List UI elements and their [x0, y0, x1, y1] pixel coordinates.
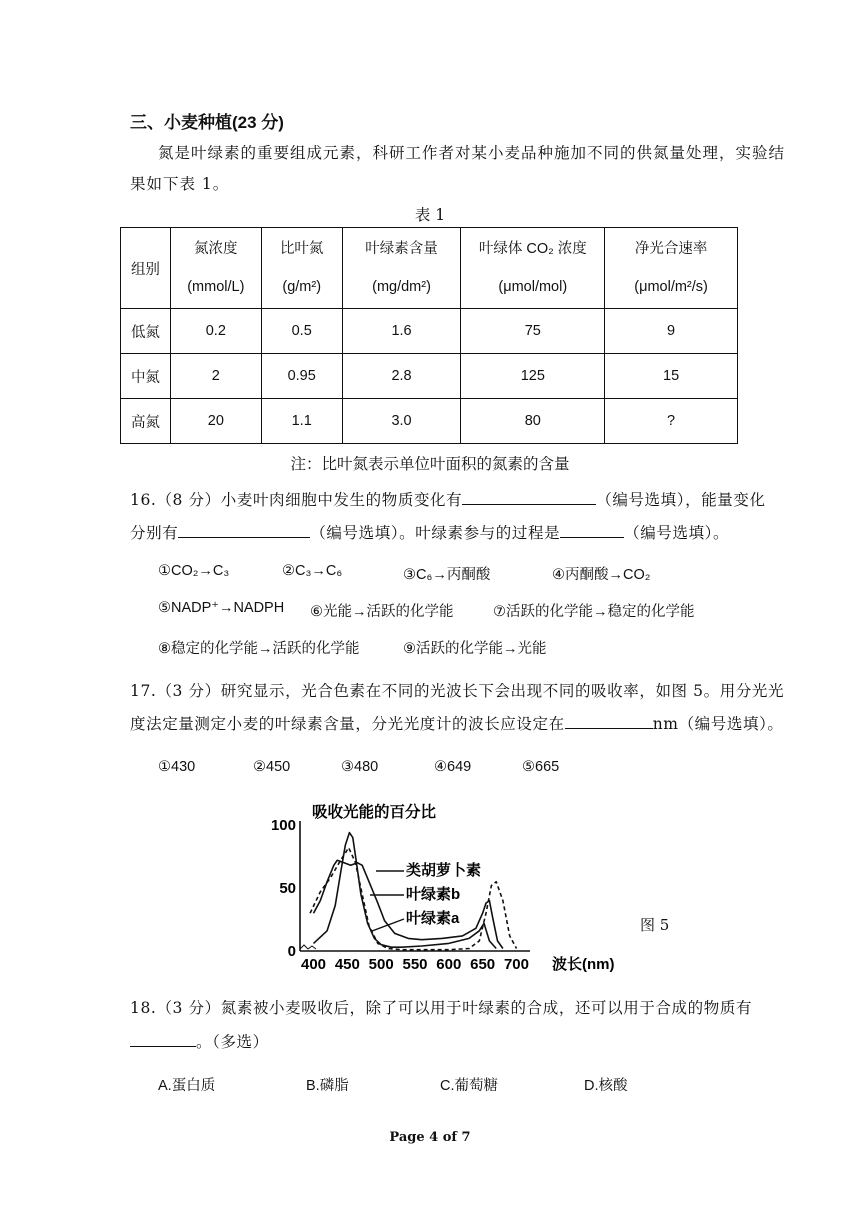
x-tick-label: 400	[301, 956, 327, 973]
q16-blank-1[interactable]	[462, 488, 596, 505]
q16-option: ⑥光能→活跃的化学能	[310, 604, 454, 620]
x-tick-label: 500	[368, 956, 394, 973]
table-row: 低氮 0.2 0.5 1.6 75 9	[121, 309, 738, 354]
q16-option: ⑨活跃的化学能→光能	[403, 641, 547, 657]
annotation-label: 类胡萝卜素	[406, 862, 482, 879]
x-tick-label: 600	[436, 956, 462, 973]
table-note: 注：比叶氮表示单位叶面积的氮素的含量	[290, 455, 570, 473]
q16-option: ③C₆→丙酮酸	[403, 567, 491, 583]
q16-option: ④丙酮酸→CO₂	[552, 567, 651, 583]
q18-line-2: 。（多选）	[130, 1030, 269, 1052]
table-row: 高氮 20 1.1 3.0 80 ?	[121, 399, 738, 444]
q16-option: ②C₃→C₆	[282, 563, 343, 579]
section-title: 三、小麦种植(23 分)	[130, 113, 284, 132]
y-tick-label: 100	[270, 817, 296, 834]
x-tick-label: 550	[402, 956, 428, 973]
q16-option: ⑧稳定的化学能→活跃的化学能	[158, 641, 360, 657]
table-header-row	[121, 228, 738, 309]
annotation-leader	[372, 919, 404, 931]
q17-option: ②450	[253, 759, 291, 775]
y-tick-label: 50	[279, 880, 296, 897]
axis-break	[300, 945, 316, 949]
header-group: 组别	[121, 228, 171, 309]
x-tick-label: 650	[470, 956, 496, 973]
table-caption: 表 1	[414, 206, 446, 224]
header-photosynthesis: 净光合速率 (μmol/m²/s)	[605, 228, 738, 309]
q18-line-1: 18.（3 分）氮素被小麦吸收后，除了可以用于叶绿素的合成，还可以用于合成的物质有	[130, 999, 753, 1017]
x-tick-label: 450	[334, 956, 360, 973]
q17-option: ④649	[434, 759, 472, 775]
q18-option: D.核酸	[584, 1078, 628, 1094]
q18-option: A.蛋白质	[158, 1078, 216, 1094]
x-tick-label: 700	[503, 956, 529, 973]
annotation-label: 叶绿素b	[406, 886, 461, 903]
page-footer: Page 4 of 7	[389, 1130, 471, 1145]
q16-option: ⑦活跃的化学能→稳定的化学能	[493, 604, 695, 620]
series-line	[314, 833, 497, 949]
absorption-spectrum-chart	[260, 795, 630, 980]
q17-line-1: 17.（3 分）研究显示，光合色素在不同的光波长下会出现不同的吸收率，如图 5。用分光光	[130, 682, 785, 700]
q17-line-2: 度法定量测定小麦的叶绿素含量，分光光度计的波长应设定在 nm（编号选填）。	[130, 712, 784, 734]
header-specific-leaf-n: 比叶氮 (g/m²)	[261, 228, 342, 309]
q18-option: B.磷脂	[306, 1078, 349, 1094]
table-row: 中氮 2 0.95 2.8 125 15	[121, 354, 738, 399]
intro-line-2: 果如下表 1。	[130, 175, 230, 193]
figure-label: 图 5	[640, 916, 670, 934]
q16-option: ①CO₂→C₃	[158, 563, 230, 579]
chart-title: 吸收光能的百分比	[312, 804, 437, 821]
q16-blank-3[interactable]	[560, 521, 624, 538]
q16-blank-2[interactable]	[178, 521, 310, 538]
q16-option: ⑤NADP⁺→NADPH	[158, 600, 285, 616]
q18-option: C.葡萄糖	[440, 1078, 498, 1094]
q16-line-1: 16.（8 分）小麦叶肉细胞中发生的物质变化有 （编号选填），能量变化	[130, 488, 766, 510]
annotation-label: 叶绿素a	[406, 910, 460, 927]
q17-option: ①430	[158, 759, 196, 775]
intro-line-1: 氮是叶绿素的重要组成元素，科研工作者对某小麦品种施加不同的供氮量处理，实验结	[158, 144, 786, 162]
q16-line-2: 分别有 （编号选填）。叶绿素参与的过程是 （编号选填）。	[130, 521, 729, 543]
q17-option: ③480	[341, 759, 379, 775]
nitrogen-table	[120, 227, 738, 444]
q18-blank[interactable]	[130, 1030, 196, 1047]
q17-blank[interactable]	[565, 712, 653, 729]
header-n-concentration: 氮浓度 (mmol/L)	[170, 228, 261, 309]
y-tick-label: 0	[287, 943, 296, 960]
x-axis-label: 波长(nm)	[552, 956, 615, 973]
q17-option: ⑤665	[522, 759, 560, 775]
header-chlorophyll: 叶绿素含量 (mg/dm²)	[342, 228, 461, 309]
header-co2: 叶绿体 CO₂ 浓度 (μmol/mol)	[461, 228, 605, 309]
